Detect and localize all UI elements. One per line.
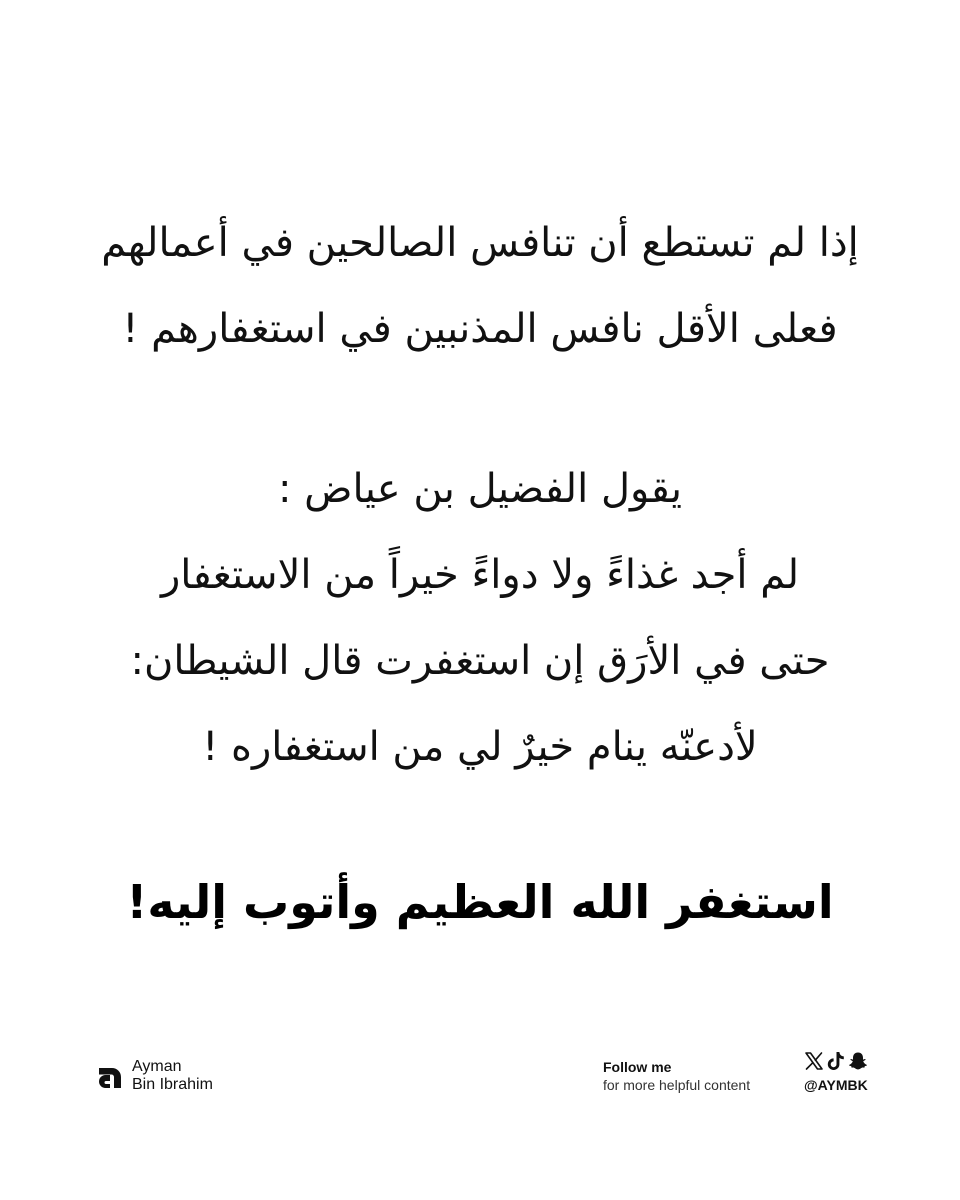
quote-line: فعلى الأقل نافس المذنبين في استغفارهم ! (122, 306, 838, 352)
quote-fudayl (0, 446, 960, 790)
closing-supplication: استغفر الله العظيم وأتوب إليه! (126, 875, 834, 929)
quote-line: حتى في الأرَق إن استغفرت قال الشيطان: (130, 638, 830, 684)
x-icon[interactable] (804, 1051, 824, 1071)
quote-line: لأدعنّه ينام خيرٌ لي من استغفاره ! (202, 724, 758, 770)
snapchat-icon[interactable] (848, 1051, 868, 1071)
social-handle[interactable]: @AYMBK (804, 1077, 868, 1093)
follow-subtitle: for more helpful content (603, 1077, 751, 1093)
follow-title: Follow me (603, 1059, 672, 1075)
social-icons (804, 1050, 874, 1072)
brand-name-line2: Bin Ibrahim (132, 1076, 213, 1093)
tiktok-icon[interactable] (827, 1051, 845, 1071)
ayman-a-logo-icon (96, 1062, 124, 1090)
brand-name-line1: Ayman (132, 1058, 182, 1075)
brand-name (132, 1058, 213, 1094)
quote-line: لم أجد غذاءً ولا دواءً خيراً من الاستغفار (160, 552, 800, 598)
social-links (804, 1050, 874, 1095)
follow-cta (603, 1058, 750, 1094)
brand (96, 1058, 213, 1094)
quote-line: إذا لم تستطع أن تنافس الصالحين في أعمالهم (101, 220, 859, 266)
quote-line: يقول الفضيل بن عياض : (277, 466, 683, 512)
quote-intro (0, 200, 960, 372)
